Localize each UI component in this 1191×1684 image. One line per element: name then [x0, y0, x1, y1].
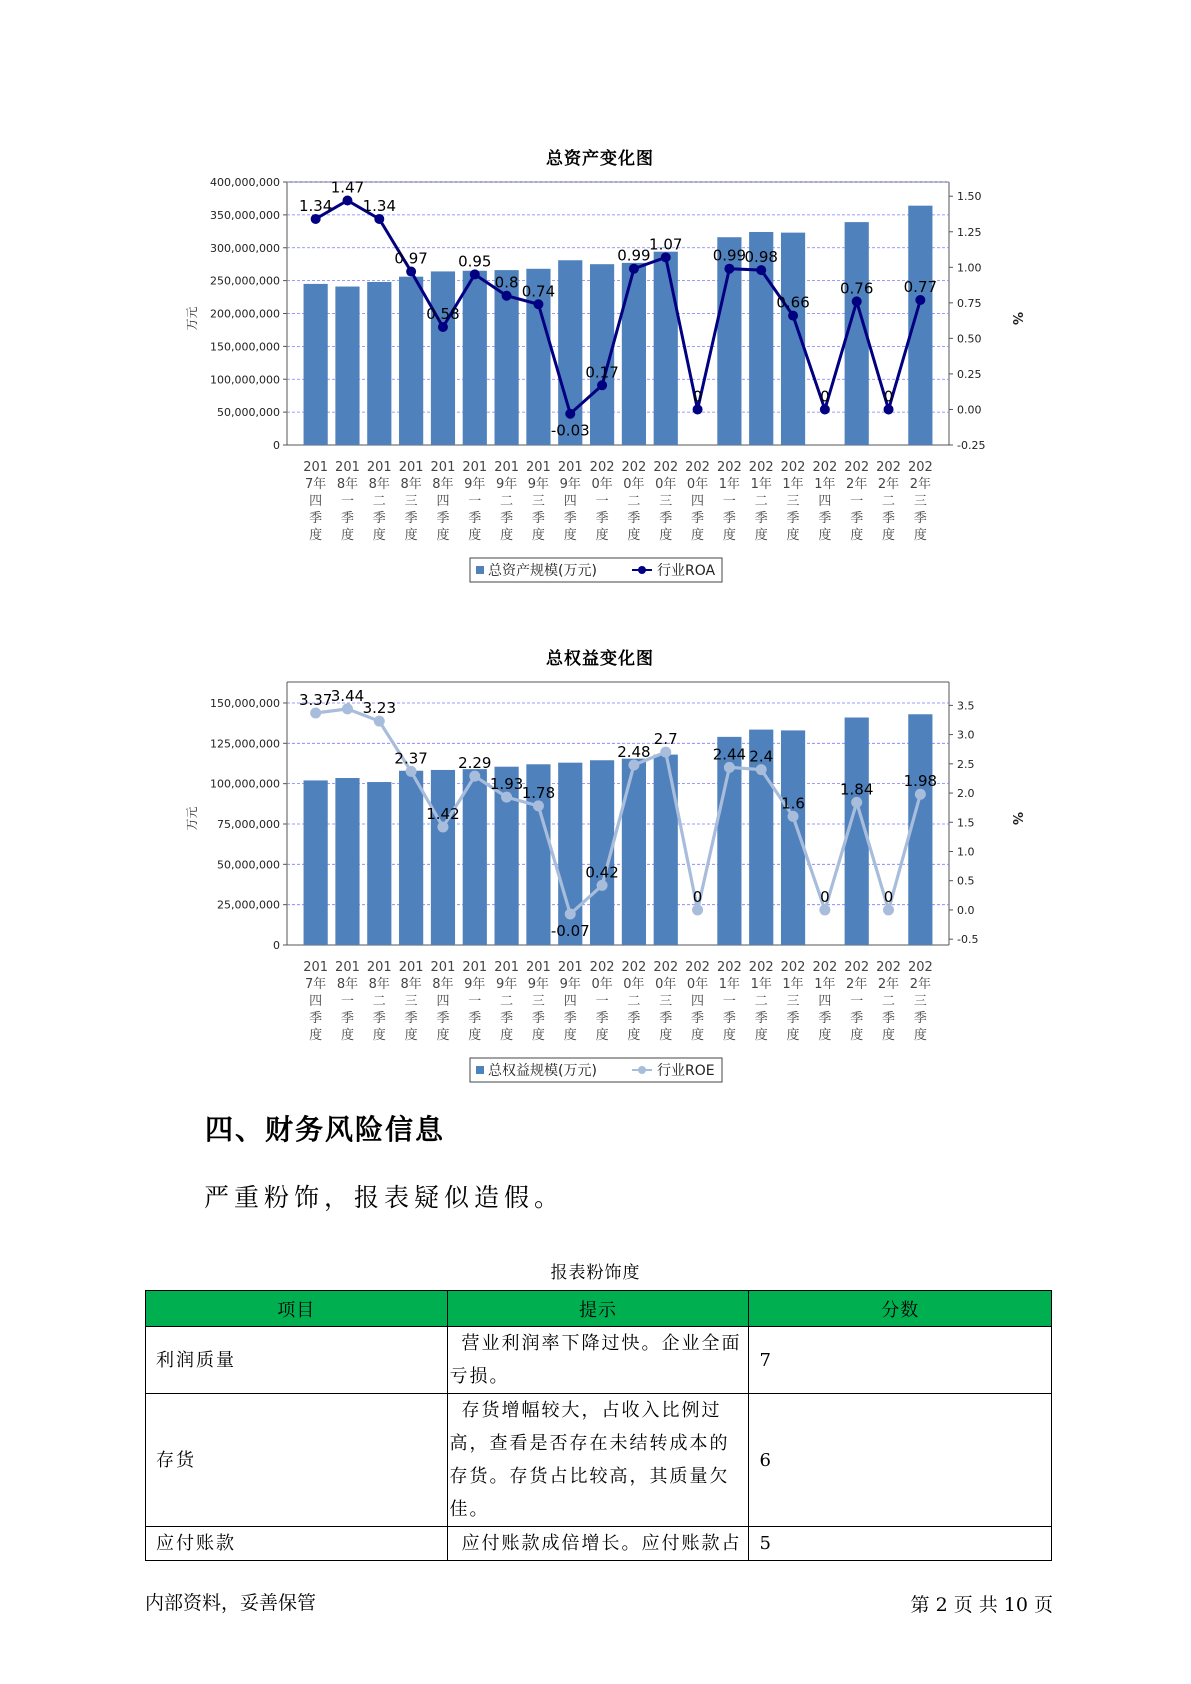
- line-point: [565, 409, 575, 419]
- section-paragraph: 严重粉饰，报表疑似造假。: [204, 1183, 565, 1212]
- data-label: 0.42: [585, 863, 619, 882]
- data-label: 0.98: [744, 248, 778, 267]
- category-label: 201 8年二季度: [366, 460, 392, 543]
- line-point: [884, 404, 894, 414]
- row-item: 利润质量: [146, 1327, 448, 1394]
- legend-bar-label: 总资产规模(万元): [488, 563, 597, 579]
- data-label: 0: [883, 887, 894, 906]
- data-label: 1.93: [489, 775, 524, 794]
- category-label: 201 9年四季度: [557, 960, 583, 1043]
- line-point: [915, 295, 925, 305]
- right-tick-label: 2.0: [957, 787, 975, 801]
- data-label: 0.8: [494, 273, 519, 292]
- equity-chart-svg: [180, 640, 1024, 1100]
- category-label: 201 8年四季度: [430, 960, 456, 1043]
- left-tick-label: 75,000,000: [217, 817, 280, 831]
- equity-chart: [180, 640, 1024, 1100]
- data-label: 2.37: [394, 749, 428, 768]
- legend-line-label: 行业ROA: [657, 563, 716, 579]
- row-score: 7: [749, 1327, 1052, 1394]
- category-label: 201 9年一季度: [462, 960, 488, 1043]
- data-label: 2.7: [653, 730, 678, 749]
- data-label: 3.23: [362, 699, 397, 718]
- category-label: 202 1年二季度: [748, 960, 774, 1043]
- legend-bar-label: 总权益规模(万元): [488, 1063, 597, 1079]
- bar: [622, 263, 646, 445]
- line-point: [851, 797, 862, 808]
- data-label: 1.07: [649, 235, 683, 254]
- data-label: 1.42: [426, 804, 460, 823]
- data-label: 2.48: [617, 742, 651, 761]
- category-label: 201 8年一季度: [335, 460, 360, 543]
- legend-line-marker: [638, 566, 646, 574]
- right-tick-label: 2.5: [957, 757, 975, 771]
- category-label: 202 0年三季度: [653, 960, 679, 1043]
- line-point: [819, 904, 830, 915]
- row-item: 应付账款: [146, 1527, 448, 1561]
- category-label: 202 0年二季度: [621, 960, 647, 1043]
- section-heading: 四、财务风险信息: [205, 1113, 446, 1146]
- left-tick-label: 0: [273, 439, 280, 452]
- line-point: [470, 269, 480, 279]
- left-tick-label: 300,000,000: [210, 241, 280, 255]
- left-tick-label: 250,000,000: [210, 274, 280, 288]
- left-tick-label: 50,000,000: [217, 406, 280, 420]
- data-label: 0.95: [458, 252, 492, 271]
- category-label: 202 2年二季度: [876, 960, 901, 1043]
- right-tick-label: 3.0: [957, 728, 975, 742]
- bar: [463, 769, 487, 945]
- category-label: 201 8年三季度: [398, 460, 424, 543]
- left-axis-label: 万元: [185, 806, 199, 831]
- line-point: [501, 792, 512, 803]
- line-point: [788, 811, 799, 822]
- assets-chart: [180, 140, 1024, 600]
- category-label: 202 1年一季度: [716, 960, 742, 1043]
- line-point: [311, 214, 321, 224]
- data-label: 1.47: [330, 178, 365, 197]
- bar: [367, 282, 391, 445]
- category-label: 201 8年二季度: [366, 960, 392, 1043]
- line-point: [533, 800, 544, 811]
- line-point: [660, 747, 671, 758]
- row-hint: 存货增幅较大，占收入比例过高，查看是否存在未结转成本的存货。存货占比较高，其质量欠佳。: [447, 1394, 749, 1527]
- category-label: 202 0年四季度: [685, 960, 710, 1043]
- assets-chart-title: 总资产变化图: [546, 149, 654, 169]
- data-label: 1.34: [362, 196, 397, 215]
- line-point: [469, 771, 480, 782]
- category-label: 201 9年二季度: [494, 460, 520, 543]
- line-point: [724, 264, 734, 274]
- right-tick-label: 1.25: [957, 225, 982, 239]
- category-label: 202 1年二季度: [748, 460, 774, 543]
- category-label: 202 1年一季度: [716, 460, 742, 543]
- right-tick-label: 1.00: [957, 261, 982, 275]
- line-point: [852, 296, 862, 306]
- left-tick-label: 50,000,000: [217, 858, 280, 872]
- bar: [335, 778, 359, 945]
- bar: [654, 755, 678, 945]
- data-label: 1.84: [839, 780, 874, 799]
- bar: [431, 770, 455, 945]
- bar: [399, 771, 423, 945]
- left-tick-label: 100,000,000: [210, 373, 280, 387]
- category-label: 201 9年三季度: [526, 460, 551, 543]
- bar: [304, 284, 328, 445]
- line-point: [629, 264, 639, 274]
- whitewash-table: [145, 1290, 1052, 1561]
- line-point: [437, 821, 448, 832]
- category-label: 202 1年三季度: [780, 460, 806, 543]
- data-label: 0.66: [776, 293, 810, 312]
- line-point: [692, 904, 703, 915]
- category-label: 202 0年三季度: [653, 460, 679, 543]
- table-row: [146, 1527, 1052, 1561]
- legend-line-marker: [638, 1066, 646, 1074]
- category-label: 201 9年三季度: [526, 960, 551, 1043]
- bar: [367, 782, 391, 945]
- line-point: [661, 252, 671, 262]
- line-point: [788, 311, 798, 321]
- data-label: 3.44: [330, 686, 365, 705]
- header-item: 项目: [146, 1291, 448, 1327]
- header-score: 分数: [749, 1291, 1052, 1327]
- line-point: [756, 265, 766, 275]
- data-label: 2.29: [458, 754, 492, 773]
- line-point: [820, 404, 830, 414]
- footer-page-number: 第 2 页 共 10 页: [910, 1594, 1053, 1616]
- category-label: 201 8年三季度: [398, 960, 424, 1043]
- line-point: [724, 762, 735, 773]
- right-tick-label: 0.50: [957, 332, 982, 346]
- table-row: [146, 1327, 1052, 1394]
- left-tick-label: 400,000,000: [210, 176, 280, 189]
- data-label: 3.37: [298, 690, 333, 709]
- line-point: [406, 766, 417, 777]
- data-label: 0.97: [394, 249, 428, 268]
- category-label: 202 1年四季度: [812, 960, 838, 1043]
- line-point: [374, 214, 384, 224]
- data-label: -0.03: [550, 421, 590, 440]
- category-label: 202 2年一季度: [844, 460, 870, 543]
- row-hint: 营业利润率下降过快。企业全面亏损。: [447, 1327, 749, 1394]
- data-label: 1.78: [521, 783, 556, 802]
- category-label: 201 8年一季度: [335, 960, 360, 1043]
- right-tick-label: -0.5: [957, 933, 979, 947]
- table-caption: 报表粉饰度: [550, 1263, 641, 1283]
- data-label: 0: [820, 887, 830, 906]
- category-label: 201 9年四季度: [557, 460, 583, 543]
- legend-bar-swatch: [476, 566, 484, 574]
- line-point: [533, 299, 543, 309]
- right-tick-label: -0.25: [957, 439, 986, 452]
- table-row: [146, 1394, 1052, 1527]
- bar: [304, 780, 328, 945]
- data-label: 0.17: [585, 363, 619, 382]
- table-header-row: [146, 1291, 1052, 1327]
- line-point: [342, 703, 353, 714]
- left-tick-label: 150,000,000: [210, 340, 280, 354]
- data-label: 0: [883, 387, 894, 406]
- category-label: 202 2年二季度: [876, 460, 901, 543]
- category-label: 202 2年三季度: [907, 960, 933, 1043]
- category-label: 201 9年一季度: [462, 460, 488, 543]
- data-label: 0.99: [617, 246, 651, 265]
- category-label: 201 9年二季度: [494, 960, 520, 1043]
- line-point: [597, 380, 607, 390]
- category-label: 202 0年四季度: [685, 460, 710, 543]
- data-label: 0: [692, 387, 703, 406]
- data-label: 0.74: [521, 282, 556, 301]
- data-label: 2.4: [749, 747, 774, 766]
- line-point: [693, 404, 703, 414]
- data-label: 1.98: [903, 772, 938, 791]
- line-point: [565, 909, 576, 920]
- legend-line-label: 行业ROE: [657, 1063, 715, 1079]
- category-label: 201 8年四季度: [430, 460, 456, 543]
- line-point: [915, 789, 926, 800]
- row-score: 5: [749, 1527, 1052, 1561]
- category-label: 202 2年一季度: [844, 960, 870, 1043]
- left-tick-label: 25,000,000: [217, 898, 280, 912]
- line-point: [406, 267, 416, 277]
- assets-chart-svg: [180, 140, 1024, 600]
- line-point: [597, 880, 608, 891]
- category-label: 202 0年一季度: [589, 960, 615, 1043]
- line-point: [756, 764, 767, 775]
- line-point: [342, 195, 352, 205]
- line-point: [374, 716, 385, 727]
- bar: [399, 277, 423, 445]
- row-score: 6: [749, 1394, 1052, 1527]
- left-tick-label: 0: [273, 939, 280, 952]
- right-tick-label: 0.0: [957, 903, 975, 917]
- left-tick-label: 100,000,000: [210, 777, 280, 791]
- line-point: [438, 322, 448, 332]
- bar: [463, 271, 487, 445]
- left-tick-label: 350,000,000: [210, 208, 280, 222]
- category-label: 202 0年一季度: [589, 460, 615, 543]
- line-point: [628, 759, 639, 770]
- category-label: 201 7年四季度: [303, 460, 329, 543]
- right-tick-label: 1.5: [957, 816, 975, 830]
- data-label: 0: [820, 387, 830, 406]
- left-tick-label: 125,000,000: [210, 737, 280, 751]
- data-label: 0.77: [903, 277, 938, 296]
- left-axis-label: 万元: [185, 306, 199, 331]
- equity-chart-title: 总权益变化图: [546, 649, 654, 669]
- left-tick-label: 200,000,000: [210, 307, 280, 321]
- right-tick-label: 0.25: [957, 367, 982, 381]
- bar: [335, 287, 359, 445]
- category-label: 202 0年二季度: [621, 460, 647, 543]
- category-label: 202 2年三季度: [907, 460, 933, 543]
- right-tick-label: 0.5: [957, 874, 975, 888]
- data-label: 1.6: [781, 794, 805, 813]
- row-hint: 应付账款成倍增长。应付账款占: [447, 1527, 749, 1561]
- bar: [431, 271, 455, 445]
- line-point: [310, 707, 321, 718]
- data-label: 0.76: [839, 279, 874, 298]
- line-point: [883, 904, 894, 915]
- right-axis-label: %: [1009, 311, 1024, 326]
- bar: [654, 252, 678, 445]
- right-tick-label: 3.5: [957, 699, 975, 713]
- left-tick-label: 150,000,000: [210, 696, 280, 710]
- header-hint: 提示: [447, 1291, 749, 1327]
- right-tick-label: 1.50: [957, 190, 982, 204]
- data-label: 0.99: [712, 246, 747, 265]
- category-label: 201 7年四季度: [303, 960, 329, 1043]
- category-label: 202 1年三季度: [780, 960, 806, 1043]
- data-label: 2.44: [712, 745, 747, 764]
- data-label: 0.58: [426, 305, 460, 324]
- bar: [622, 759, 646, 945]
- line-point: [502, 291, 512, 301]
- right-tick-label: 1.0: [957, 845, 975, 859]
- category-label: 202 1年四季度: [812, 460, 838, 543]
- right-tick-label: 0.00: [957, 403, 982, 417]
- data-label: 1.34: [298, 196, 333, 215]
- footer-confidential: 内部资料，妥善保管: [145, 1592, 317, 1614]
- right-axis-label: %: [1009, 811, 1024, 826]
- data-label: 0: [692, 887, 703, 906]
- row-item: 存货: [146, 1394, 448, 1527]
- data-label: -0.07: [550, 922, 590, 941]
- legend-bar-swatch: [476, 1066, 484, 1074]
- right-tick-label: 0.75: [957, 296, 982, 310]
